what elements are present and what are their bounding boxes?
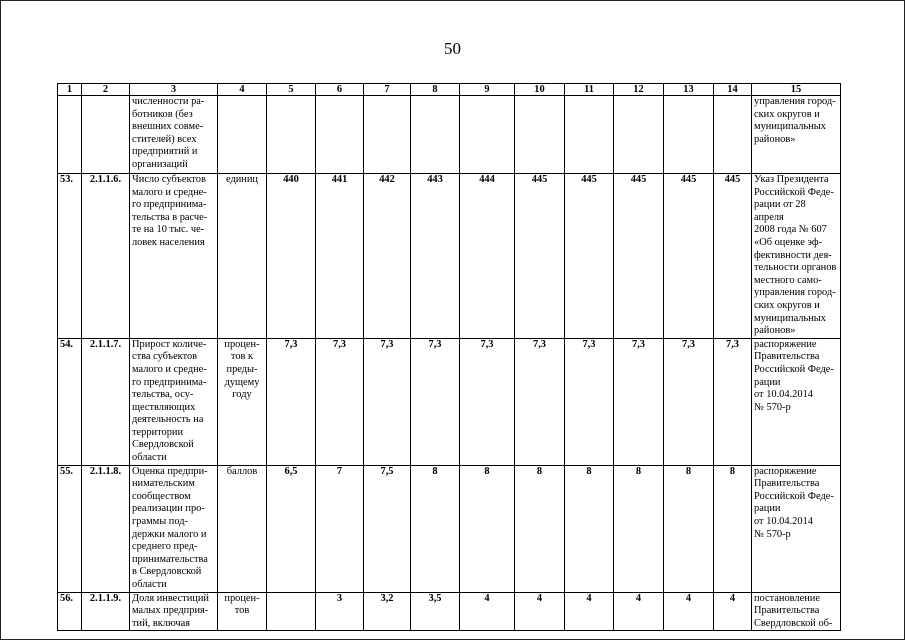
cell-value: 443 (411, 174, 460, 339)
column-header: 6 (316, 84, 364, 96)
cell-value: 7,3 (411, 338, 460, 465)
cell-value: 444 (460, 174, 515, 339)
cell-code: 2.1.1.7. (82, 338, 130, 465)
cell-value: 4 (714, 592, 752, 631)
cell-indicator-name (130, 96, 218, 174)
cell-source-document (752, 96, 841, 174)
cell-value: 7,5 (364, 465, 411, 592)
cell-value: 4 (614, 592, 664, 631)
indicator-name-text: численности ра- ботников (без внешних совме- стителей) всех предприятий и организаций (132, 96, 205, 170)
cell-value: 445 (664, 174, 714, 339)
cell-value: 442 (364, 174, 411, 339)
cell-value: 8 (664, 465, 714, 592)
cell-value: 8 (515, 465, 565, 592)
cell-source-document (752, 338, 841, 465)
cell-code: 2.1.1.6. (82, 174, 130, 339)
cell-source-document (752, 465, 841, 592)
cell-value: 3,5 (411, 592, 460, 631)
cell-value (267, 96, 316, 174)
column-header: 15 (752, 84, 841, 96)
cell-value: 8 (411, 465, 460, 592)
cell-unit-text: процен- тов (224, 592, 260, 617)
cell-source-document-text: распоряжение Правительства Российской Феде- рации от 10.04.2014 № 570-р (754, 338, 834, 413)
cell-value: 7,3 (614, 338, 664, 465)
source-document-text: управления город- ских округов и муниципальных районов» (754, 96, 836, 145)
cell-value: 7,3 (664, 338, 714, 465)
table-row (58, 174, 841, 339)
cell-value: 445 (614, 174, 664, 339)
cell-indicator-name-text: Оценка предпри- нимательским сообществом реализации про- граммы под- держки малого и среднего пред- принимательства в Свердловской области (132, 465, 208, 590)
cell-value: 8 (565, 465, 614, 592)
cell-value: 7,3 (364, 338, 411, 465)
cell-indicator-name-text: Доля инвестиций малых предприя- тий, включая (132, 592, 209, 629)
cell-code: 2.1.1.9. (82, 592, 130, 631)
cell-value (515, 96, 565, 174)
cell-value: 7,3 (714, 338, 752, 465)
cell-unit-text: процен- тов к преды- дущему году (224, 338, 260, 401)
cell-value: 3,2 (364, 592, 411, 631)
cell-value: 7,3 (565, 338, 614, 465)
cell-source-document-text: распоряжение Правительства Российской Феде- рации от 10.04.2014 № 570-р (754, 465, 834, 540)
cell-value: 7 (316, 465, 364, 592)
cell-value: 7,3 (515, 338, 565, 465)
column-header: 5 (267, 84, 316, 96)
column-header: 8 (411, 84, 460, 96)
cell-indicator-name-text: Прирост количе- ства субъектов малого и средне- го предпринима- тельства, осу- ществляющих деятельность на территории Свердловской области (132, 338, 207, 464)
table-body (58, 84, 841, 631)
cell-value (267, 592, 316, 631)
cell-value: 3 (316, 592, 364, 631)
cell-value (664, 96, 714, 174)
column-header: 14 (714, 84, 752, 96)
table-row (58, 465, 841, 592)
cell-unit (218, 338, 267, 465)
cell-value: 445 (714, 174, 752, 339)
cell-value: 441 (316, 174, 364, 339)
table-row (58, 338, 841, 465)
cell-code: 2.1.1.8. (82, 465, 130, 592)
column-header: 10 (515, 84, 565, 96)
cell-value: 8 (460, 465, 515, 592)
cell-value (364, 96, 411, 174)
column-header: 1 (58, 84, 82, 96)
cell-value: 4 (460, 592, 515, 631)
cell-value (714, 96, 752, 174)
cell-value: 7,3 (460, 338, 515, 465)
cell-unit-text: единиц (225, 174, 258, 185)
cell-unit (218, 592, 267, 631)
cell-value (460, 96, 515, 174)
cell-value (316, 96, 364, 174)
column-header: 3 (130, 84, 218, 96)
cell-value (614, 96, 664, 174)
cell-value: 4 (664, 592, 714, 631)
cell-indicator-name (130, 592, 218, 631)
cell-value: 445 (565, 174, 614, 339)
column-header: 4 (218, 84, 267, 96)
cell-source-document (752, 174, 841, 339)
cell-unit (218, 96, 267, 174)
cell-value: 6,5 (267, 465, 316, 592)
column-header: 12 (614, 84, 664, 96)
cell-number: 53. (58, 174, 82, 339)
cell-number: 55. (58, 465, 82, 592)
table-row-continuation (58, 96, 841, 174)
page-number: 50 (444, 39, 461, 58)
cell-indicator-name (130, 174, 218, 339)
column-header: 11 (565, 84, 614, 96)
cell-value: 4 (515, 592, 565, 631)
column-header: 9 (460, 84, 515, 96)
cell-value: 4 (565, 592, 614, 631)
cell-unit (218, 465, 267, 592)
cell-unit-text: баллов (226, 465, 258, 477)
cell-indicator-name (130, 465, 218, 592)
cell-number (58, 96, 82, 174)
cell-value (565, 96, 614, 174)
cell-value: 8 (714, 465, 752, 592)
cell-source-document-text: постановление Правительства Свердловской об- (754, 592, 833, 629)
indicators-table (57, 83, 841, 631)
cell-indicator-name (130, 338, 218, 465)
cell-code (82, 96, 130, 174)
cell-number: 56. (58, 592, 82, 631)
cell-source-document (752, 592, 841, 631)
cell-value: 445 (515, 174, 565, 339)
cell-value: 7,3 (267, 338, 316, 465)
cell-unit (218, 174, 267, 339)
cell-value: 7,3 (316, 338, 364, 465)
cell-value: 440 (267, 174, 316, 339)
column-header: 13 (664, 84, 714, 96)
cell-value: 8 (614, 465, 664, 592)
table-row (58, 592, 841, 631)
table-header-row (58, 84, 841, 96)
cell-value (411, 96, 460, 174)
cell-source-document-text: Указ Президента Российской Феде- рации от 28 апреля 2008 года № 607 «Об оценке эф- фективности дея- тельности органов местного само- управления город- ских округов и муниципальных районов» (754, 174, 837, 337)
column-header: 2 (82, 84, 130, 96)
cell-indicator-name-text: Число субъектов малого и средне- го предпринима- тельства в расче- те на 10 тыс. че- ловек населения (132, 174, 208, 248)
column-header: 7 (364, 84, 411, 96)
cell-number: 54. (58, 338, 82, 465)
